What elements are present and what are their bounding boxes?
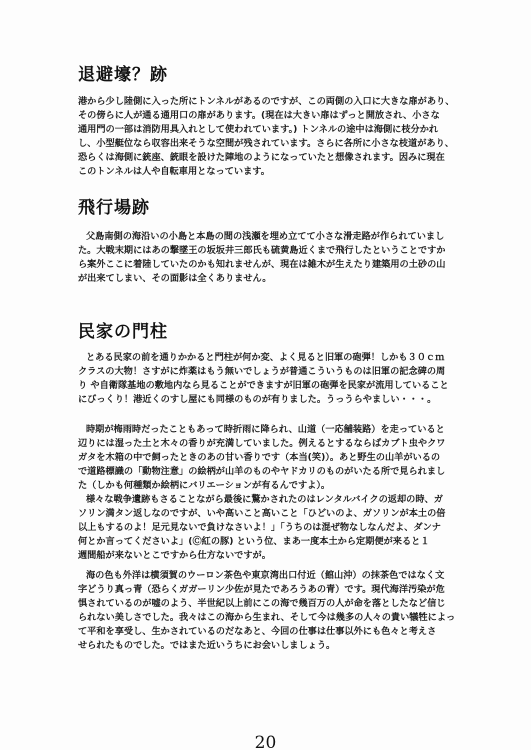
text-line: 恐らくは海側に銃座、銃眼を設けた陣地のようになっていたと想像されます。因みに現在 [78, 152, 445, 163]
text-line: 港から少し陸側に入った所にトンネルがあるのですが、この両側の入口に大きな扉があり、 [78, 96, 455, 107]
text-line: 辺りには湿った土と木々の香りが充満していました。例えるとするならばカブト虫やクワ [78, 438, 446, 449]
text-line: し、小型艇位なら収容出来そうな空間が残されています。さらに各所に小さな枝道があり、 [78, 138, 454, 149]
text-line: 海の色も外洋は横須賀のウーロン茶色や東京湾出口付近（館山沖）の抹茶色ではなく文 [86, 570, 445, 581]
text-line: が出来てしまい、その面影は全くありません。 [78, 273, 272, 284]
text-line: られない美しさでした。我々はこの海から生まれ、そして今は幾多の人々の貴い犠牲によっ [78, 612, 456, 623]
text-line: 様々な戦争遺跡もさることながら最後に驚かされたのはレンタルバイクの返却の時、ガ [86, 494, 443, 505]
text-line: た（しかも何種類か絵柄にバリエーションが有るんですよ）。 [78, 480, 331, 491]
text-line: て平和を享受し、生かされているのだなあと、今回の仕事は仕事以外にも色々と考えさ [78, 626, 437, 637]
paragraph-ocean-color [78, 569, 473, 653]
section-heading-airfield: 飛行場跡 [78, 198, 150, 218]
text-line: せられたものでした。ではまた近いうちにお会いしましょう。 [78, 640, 336, 651]
text-line: このトンネルは人や自転車用となっています。 [78, 166, 270, 177]
text-line: 以上もするのよ！足元見ないで負けなさいよ！」「うちのは混ぜ物なしなんだよ、ダンナ [78, 522, 441, 533]
section-heading-gatepost: 民家の門柱 [78, 322, 168, 342]
paragraph-airfield [78, 230, 473, 286]
text-line: その傍らに人が通る通用口の扉があります。(現在は大きい扉はずっと開放され、小さな [78, 110, 440, 121]
text-line: ガタを木箱の中で飼ったときのあの甘い香りです（本当(笑)）。あと野生の山羊がいるの [78, 452, 441, 463]
section-heading-shelter: 退避壕？跡 [78, 65, 168, 85]
text-line: 惧されているのが嘘のよう、半世紀以上前にこの海で幾百万の人が命を落としたなど信じ [78, 598, 446, 609]
text-line: 何とか言ってくださいよ」(Ⓒ紅の豚) という位、まあ一度本土から定期便が来ると１ [78, 536, 430, 547]
text-line: 通用門の一部は消防用具入れとして使われています。) トンネルの途中は海側に枝分かれ [78, 124, 439, 135]
text-line: 父島南側の海沿いの小島と本島の間の浅瀬を埋め立てて小さな滑走路が作られていまし [86, 231, 445, 242]
text-line: 字どうり真っ青（恐らくガガーリン少佐が見たであろうあの青）です。現代海洋汚染が危 [78, 584, 445, 595]
text-line: た。大戦末期にはあの撃墜王の坂坂井三郎氏も硫黄島近くまで飛行したということですか [78, 245, 446, 256]
text-line: ら案外ここに着陸していたのかも知れませんが、現在は雑木が生えたり建築用の土砂の山 [78, 259, 446, 270]
text-line: で道路標識の「動物注意」の絵柄が山羊のものやヤドカリのものがいたる所で見られまし [78, 466, 446, 477]
text-line: ソリン満タン返しなのですが、いや高いこと高いこと「ひどいのよ、ガソリンが本土の倍 [78, 508, 446, 519]
page-number: 20 [254, 733, 277, 753]
text-line: クラスの大物！さすがに炸薬はもう無いでしょうが普通こういうものは旧軍の記念碑の周 [78, 366, 446, 377]
text-line: 時期が梅雨時だったこともあって時折雨に降られ、山道（一応舗装路）を走っていると [86, 424, 445, 435]
paragraph-rainy-season [78, 423, 473, 563]
text-line: り や自衛隊基地の敷地内なら見ることができますが旧軍の砲弾を民家が流用していること [78, 380, 449, 391]
paragraph-shelter [78, 95, 473, 179]
text-line: にびっくり！港近くのすし屋にも同様のものが有りました。うっうらやましい・・・。 [78, 394, 437, 405]
text-line: 週間船が来ないとこですから仕方ないですが。 [78, 550, 271, 561]
paragraph-gatepost [78, 351, 473, 407]
text-line: とある民家の前を通りかかると門柱が何か変、よく見ると旧軍の砲弾！しかも３０ｃｍ [86, 352, 445, 363]
